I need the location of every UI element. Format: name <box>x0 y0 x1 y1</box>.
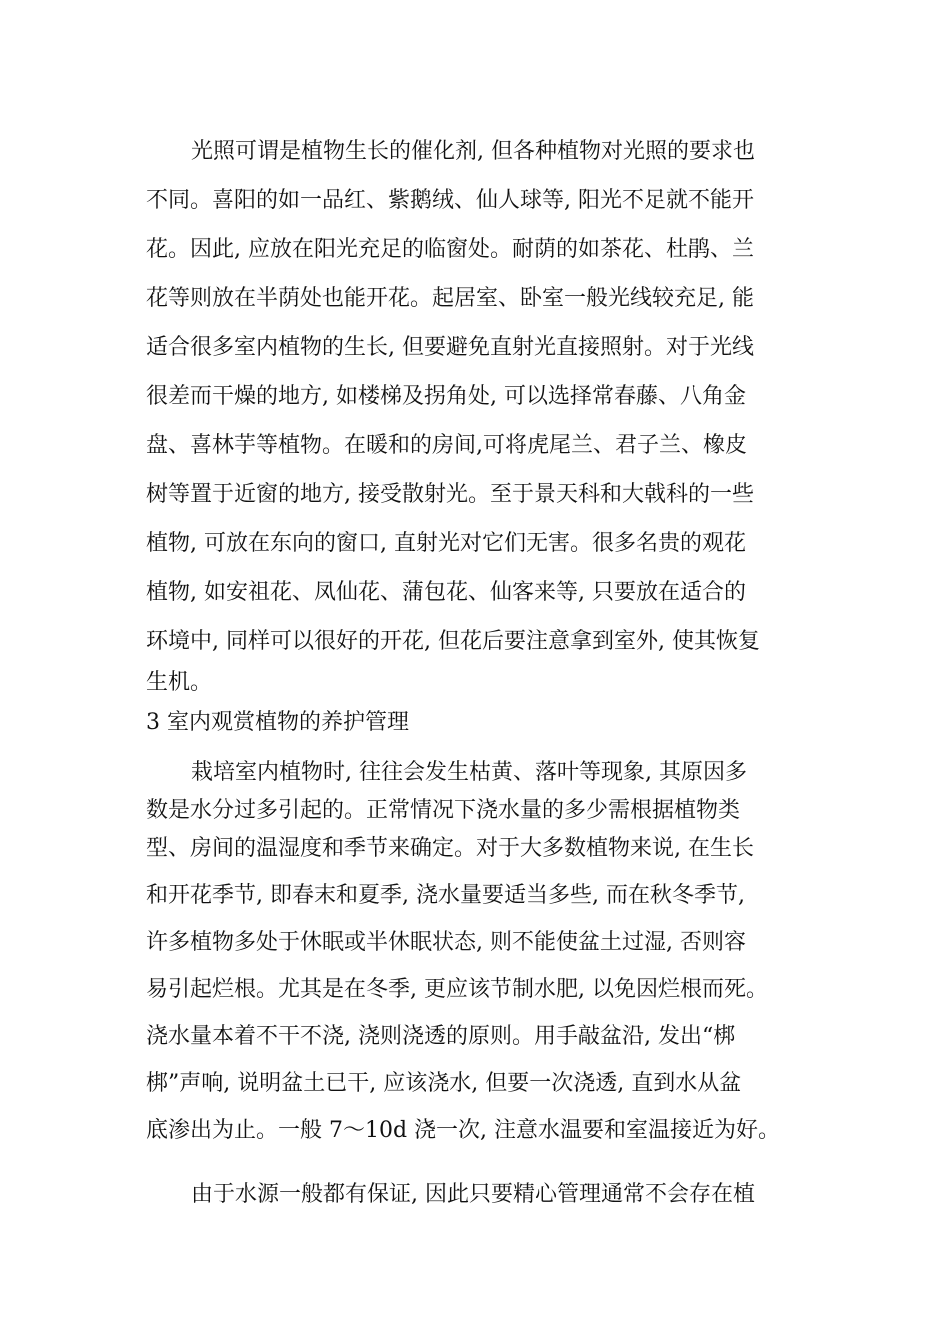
text-line: 花等则放在半荫处也能开花。起居室、卧室一般光线较充足, 能 <box>146 286 754 311</box>
text-line: 很差而干燥的地方, 如楼梯及拐角处, 可以选择常春藤、八角金 <box>146 384 746 409</box>
text-line: 许多植物多处于休眠或半休眠状态, 则不能使盆土过湿, 否则容 <box>146 930 746 955</box>
text-line: 生机。 <box>146 670 213 695</box>
text-line: 不同。喜阳的如一品红、紫鹅绒、仙人球等, 阳光不足就不能开 <box>146 188 754 213</box>
text-line: 数是水分过多引起的。正常情况下浇水量的多少需根据植物类 <box>146 798 741 823</box>
text-line: 易引起烂根。尤其是在冬季, 更应该节制水肥, 以免因烂根而死。 <box>146 977 768 1002</box>
text-line: 梆”声响, 说明盆土已干, 应该浇水, 但要一次浇透, 直到水从盆 <box>146 1071 742 1096</box>
text-line: 和开花季节, 即春末和夏季, 浇水量要适当多些, 而在秋冬季节, <box>146 883 745 908</box>
text-line: 适合很多室内植物的生长, 但要避免直射光直接照射。对于光线 <box>146 335 754 360</box>
text-line: 栽培室内植物时, 往往会发生枯黄、落叶等现象, 其原因多 <box>191 760 747 785</box>
section-heading: 3 室内观赏植物的养护管理 <box>146 710 409 735</box>
text-line: 植物, 可放在东向的窗口, 直射光对它们无害。很多名贵的观花 <box>146 531 746 556</box>
text-line: 花。因此, 应放在阳光充足的临窗处。耐荫的如茶花、杜鹃、兰 <box>146 237 754 262</box>
text-line: 盘、喜林芋等植物。在暖和的房间,可将虎尾兰、君子兰、橡皮 <box>146 433 747 458</box>
text-line: 环境中, 同样可以很好的开花, 但花后要注意拿到室外, 使其恢复 <box>146 629 760 654</box>
text-line: 光照可谓是植物生长的催化剂, 但各种植物对光照的要求也 <box>191 139 755 164</box>
text-line: 浇水量本着不干不浇, 浇则浇透的原则。用手敲盆沿, 发出“梆 <box>146 1024 736 1049</box>
text-line: 底渗出为止。一般 7～10d 浇一次, 注意水温要和室温接近为好。 <box>146 1118 781 1143</box>
text-line: 型、房间的温湿度和季节来确定。对于大多数植物来说, 在生长 <box>146 836 754 861</box>
text-line: 树等置于近窗的地方, 接受散射光。至于景天科和大戟科的一些 <box>146 482 754 507</box>
text-line: 植物, 如安祖花、凤仙花、蒲包花、仙客来等, 只要放在适合的 <box>146 580 746 605</box>
text-line: 由于水源一般都有保证, 因此只要精心管理通常不会存在植 <box>191 1182 755 1207</box>
